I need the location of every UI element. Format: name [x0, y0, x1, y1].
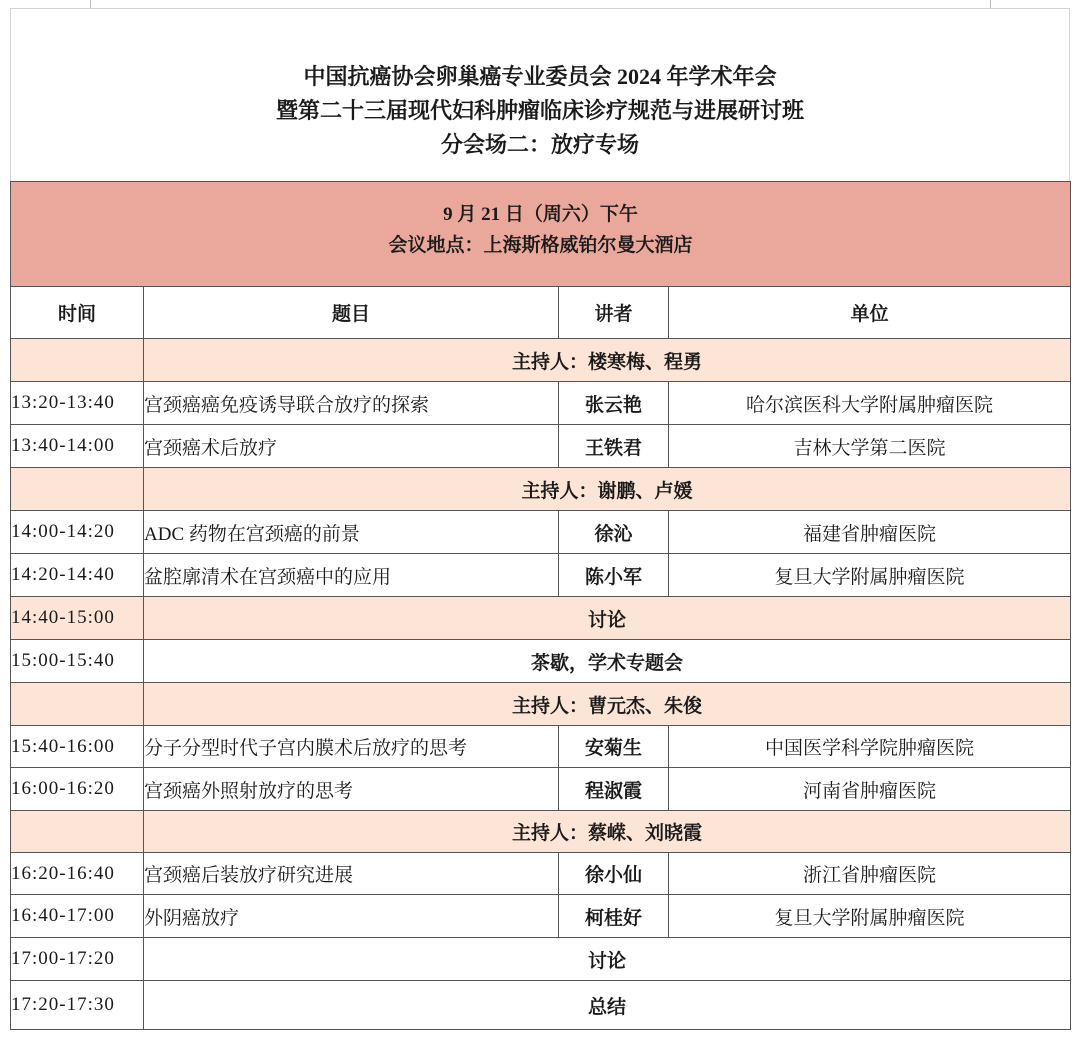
host-row-time-cell — [11, 683, 144, 726]
host-label: 主持人：蔡嵘、刘晓霞 — [144, 811, 1071, 853]
table-row — [11, 425, 1071, 468]
host-label: 主持人：谢鹏、卢媛 — [144, 468, 1071, 511]
host-row — [11, 683, 1071, 726]
speaker-cell: 程淑霞 — [559, 768, 669, 811]
speaker-cell: 张云艳 — [559, 382, 669, 425]
table-row — [11, 511, 1071, 554]
agenda-item: 讨论 — [144, 938, 1071, 981]
table-row — [11, 853, 1071, 895]
break-row — [11, 640, 1071, 683]
topic-cell: 外阴癌放疗 — [144, 895, 559, 938]
topic-cell: 宫颈癌后装放疗研究进展 — [144, 853, 559, 895]
discussion-row — [11, 938, 1071, 981]
summary-row — [11, 981, 1071, 1030]
unit-cell: 复旦大学附属肿瘤医院 — [669, 554, 1071, 597]
unit-cell: 福建省肿瘤医院 — [669, 511, 1071, 554]
title-line-2: 暨第二十三届现代妇科肿瘤临床诊疗规范与进展研讨班 — [275, 98, 804, 123]
time-cell: 13:40-14:00 — [11, 425, 144, 468]
session-header-row — [11, 182, 1071, 287]
unit-cell: 复旦大学附属肿瘤医院 — [669, 895, 1071, 938]
title-line-1: 中国抗癌协会卵巢癌专业委员会 2024 年学术年会 — [303, 64, 777, 89]
time-cell: 17:00-17:20 — [11, 938, 144, 981]
column-header-unit: 单位 — [669, 287, 1071, 339]
schedule-table — [10, 181, 1071, 1030]
time-cell: 17:20-17:30 — [11, 981, 144, 1030]
host-row-time-cell — [11, 339, 144, 382]
unit-cell: 中国医学科学院肿瘤医院 — [669, 726, 1071, 768]
host-row — [11, 811, 1071, 853]
host-label: 主持人：楼寒梅、程勇 — [144, 339, 1071, 382]
topic-cell: 盆腔廓清术在宫颈癌中的应用 — [144, 554, 559, 597]
unit-cell: 河南省肿瘤医院 — [669, 768, 1071, 811]
table-row — [11, 554, 1071, 597]
host-row — [11, 339, 1071, 382]
time-cell: 14:00-14:20 — [11, 511, 144, 554]
time-cell: 15:40-16:00 — [11, 726, 144, 768]
time-cell: 16:20-16:40 — [11, 853, 144, 895]
session-date: 9 月 21 日（周六）下午 — [443, 204, 638, 225]
speaker-cell: 安菊生 — [559, 726, 669, 768]
topic-cell: 宫颈癌术后放疗 — [144, 425, 559, 468]
unit-cell: 浙江省肿瘤医院 — [669, 853, 1071, 895]
table-row — [11, 768, 1071, 811]
agenda-item: 茶歇，学术专题会 — [144, 640, 1071, 683]
host-label: 主持人：曹元杰、朱俊 — [144, 683, 1071, 726]
time-cell: 13:20-13:40 — [11, 382, 144, 425]
unit-cell: 哈尔滨医科大学附属肿瘤医院 — [669, 382, 1071, 425]
topic-cell: 分子分型时代子宫内膜术后放疗的思考 — [144, 726, 559, 768]
table-row — [11, 726, 1071, 768]
column-header-topic: 题目 — [144, 287, 559, 339]
session-venue: 会议地点：上海斯格威铂尔曼大酒店 — [388, 235, 693, 256]
table-row — [11, 895, 1071, 938]
speaker-cell: 王铁君 — [559, 425, 669, 468]
time-cell: 14:20-14:40 — [11, 554, 144, 597]
time-cell: 14:40-15:00 — [11, 597, 144, 640]
time-cell: 16:00-16:20 — [11, 768, 144, 811]
table-row — [11, 382, 1071, 425]
title-line-3: 分会场二：放疗专场 — [440, 132, 639, 157]
speaker-cell: 徐小仙 — [559, 853, 669, 895]
agenda-item: 讨论 — [144, 597, 1071, 640]
time-cell: 15:00-15:40 — [11, 640, 144, 683]
column-header-speaker: 讲者 — [559, 287, 669, 339]
topic-cell: ADC 药物在宫颈癌的前景 — [144, 511, 559, 554]
discussion-row — [11, 597, 1071, 640]
time-cell: 16:40-17:00 — [11, 895, 144, 938]
title-block — [10, 8, 1070, 181]
topic-cell: 宫颈癌外照射放疗的思考 — [144, 768, 559, 811]
topic-cell: 宫颈癌癌免疫诱导联合放疗的探索 — [144, 382, 559, 425]
column-header-row — [11, 287, 1071, 339]
agenda-item: 总结 — [144, 981, 1071, 1030]
speaker-cell: 柯桂好 — [559, 895, 669, 938]
speaker-cell: 徐沁 — [559, 511, 669, 554]
column-header-time: 时间 — [11, 287, 144, 339]
host-row-time-cell — [11, 468, 144, 511]
host-row-time-cell — [11, 811, 144, 853]
session-header — [11, 182, 1071, 287]
unit-cell: 吉林大学第二医院 — [669, 425, 1071, 468]
speaker-cell: 陈小军 — [559, 554, 669, 597]
host-row — [11, 468, 1071, 511]
